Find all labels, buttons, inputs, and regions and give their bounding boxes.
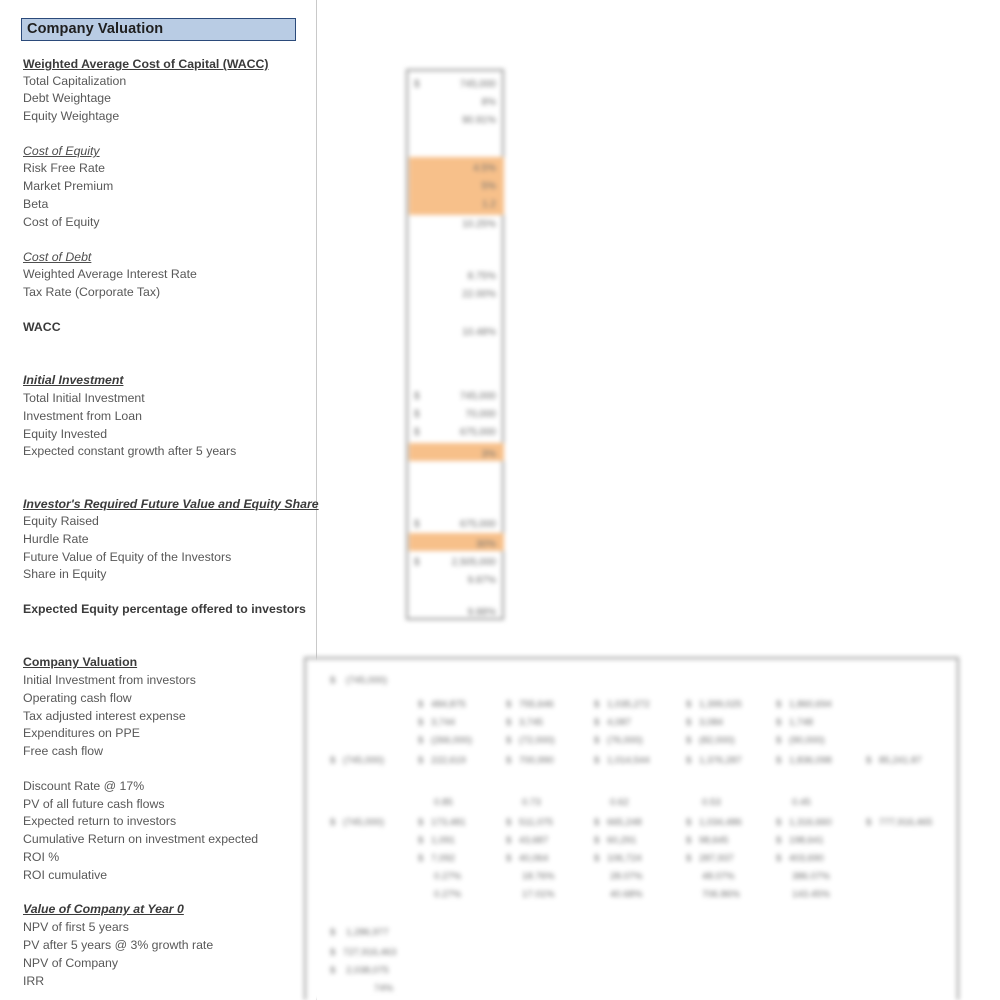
table-cell-interest-y3: 4,087 xyxy=(607,717,632,728)
table-cell-currency: $ xyxy=(776,755,782,766)
table-cell-ppe-y5: (90,000) xyxy=(789,735,825,746)
row-irr: IRR xyxy=(23,974,45,988)
table-cell-npv-company: 2,038,075 xyxy=(346,965,389,976)
row-weighted-average-interest-rate: Weighted Average Interest Rate xyxy=(23,267,197,281)
table-cell-currency: $ xyxy=(776,699,782,710)
table-cell-return-y2: 43,687 xyxy=(519,835,549,846)
table-cell-pv-y3: 665,248 xyxy=(607,817,642,828)
value-currency-symbol-2: $ xyxy=(414,391,420,402)
table-cell-currency: $ xyxy=(506,835,512,846)
labels-column xyxy=(0,0,317,1000)
value-cost-of-equity: 10.25% xyxy=(462,219,496,230)
row-equity-invested: Equity Invested xyxy=(23,427,108,441)
table-cell-currency: $ xyxy=(594,735,600,746)
row-initial-investment-from-investors: Initial Investment from investors xyxy=(23,673,196,687)
table-cell-pv-y2: 511,075 xyxy=(519,817,553,828)
table-cell-currency: $ xyxy=(776,835,782,846)
row-operating-cash-flow: Operating cash flow xyxy=(23,691,132,705)
value-total-capitalization: 745,000 xyxy=(459,79,496,90)
value-tax-rate: 22.00% xyxy=(462,289,496,300)
table-cell-currency: $ xyxy=(330,755,336,766)
table-cell-currency: $ xyxy=(418,835,424,846)
table-cell-roicum-y2: 17.01% xyxy=(522,889,555,900)
table-cell-roicum-y5: 143.45% xyxy=(792,889,830,900)
table-cell-currency: $ xyxy=(866,817,872,828)
row-wacc-total: WACC xyxy=(23,320,61,334)
value-future-value-equity: 2,505,000 xyxy=(451,557,496,568)
row-roi-percent: ROI % xyxy=(23,850,60,864)
table-cell-currency: $ xyxy=(418,717,424,728)
table-cell-cumreturn-y5: 403,690 xyxy=(789,853,824,864)
row-roi-cumulative: ROI cumulative xyxy=(23,868,108,882)
table-cell-pv-total: 777,916,465 xyxy=(879,817,933,828)
row-equity-raised: Equity Raised xyxy=(23,514,99,528)
table-cell-irr: 74% xyxy=(374,983,394,994)
table-cell-ocf-y5: 1,860,694 xyxy=(789,699,832,710)
value-debt-weightage: 8% xyxy=(481,97,496,108)
value-currency-symbol: $ xyxy=(414,79,420,90)
table-cell-currency: $ xyxy=(506,735,512,746)
value-currency-symbol-4: $ xyxy=(414,427,420,438)
table-cell-npv-first-5: 1,286,977 xyxy=(346,927,389,938)
table-cell-currency: $ xyxy=(330,675,336,686)
row-tax-rate: Tax Rate (Corporate Tax) xyxy=(23,285,161,299)
table-cell-roicum-y3: 40.68% xyxy=(610,889,643,900)
table-cell-discount-y1: 0.85 xyxy=(434,797,453,808)
row-pv-future-cash-flows: PV of all future cash flows xyxy=(23,797,165,811)
value-risk-free-rate: 4.5% xyxy=(473,163,496,174)
table-cell-fcf-y4: 1,376,287 xyxy=(699,755,742,766)
table-cell-ocf-y1: 484,875 xyxy=(431,699,466,710)
table-cell-return-y4: 98,645 xyxy=(699,835,729,846)
value-currency-symbol-3: $ xyxy=(414,409,420,420)
table-cell-roicum-y1: 0.27% xyxy=(434,889,462,900)
table-cell-ocf-y2: 755,646 xyxy=(519,699,554,710)
row-future-value-equity: Future Value of Equity of the Investors xyxy=(23,550,232,564)
table-cell-currency: $ xyxy=(776,853,782,864)
row-beta: Beta xyxy=(23,197,49,211)
table-cell-currency: $ xyxy=(686,699,692,710)
table-cell-currency: $ xyxy=(686,717,692,728)
table-cell-currency: $ xyxy=(686,755,692,766)
value-share-in-equity: 9.87% xyxy=(467,575,496,586)
table-cell-ppe-y2: (72,000) xyxy=(519,735,555,746)
row-investment-from-loan: Investment from Loan xyxy=(23,409,142,423)
table-cell-cumreturn-y3: 106,724 xyxy=(607,853,642,864)
table-cell-currency: $ xyxy=(418,735,424,746)
table-cell-currency: $ xyxy=(776,817,782,828)
table-cell-currency: $ xyxy=(776,735,782,746)
value-currency-symbol-5: $ xyxy=(414,519,420,530)
table-cell-roi-y3: 28.07% xyxy=(610,871,643,882)
table-cell-ppe-y4: (82,000) xyxy=(699,735,735,746)
row-total-capitalization: Total Capitalization xyxy=(23,74,127,88)
table-cell-fcf-y0: (745,000) xyxy=(343,755,385,766)
row-discount-rate: Discount Rate @ 17% xyxy=(23,779,145,793)
value-equity-invested: 675,000 xyxy=(459,427,496,438)
table-cell-return-y5: 198,641 xyxy=(789,835,824,846)
heading-investors-required-fv: Investor's Required Future Value and Equity Share xyxy=(23,497,319,511)
value-weighted-average-interest-rate: 8.75% xyxy=(467,271,496,282)
table-cell-discount-y4: 0.53 xyxy=(702,797,721,808)
table-cell-roi-y1: 0.27% xyxy=(434,871,462,882)
table-cell-currency: $ xyxy=(594,755,600,766)
table-cell-currency: $ xyxy=(506,717,512,728)
table-cell-ocf-y4: 1,399,025 xyxy=(699,699,742,710)
value-equity-raised: 675,000 xyxy=(459,519,496,530)
value-wacc: 10.48% xyxy=(462,327,496,338)
table-cell-fcf-y5: 1,836,098 xyxy=(789,755,832,766)
table-cell-currency: $ xyxy=(418,817,424,828)
table-cell-currency: $ xyxy=(594,853,600,864)
table-cell-currency: $ xyxy=(594,817,600,828)
row-free-cash-flow: Free cash flow xyxy=(23,744,103,758)
table-cell-roi-y4: 48.07% xyxy=(702,871,735,882)
table-cell-pv-y5: 1,316,660 xyxy=(789,817,832,828)
table-cell-currency: $ xyxy=(330,927,336,938)
table-cell-currency: $ xyxy=(594,699,600,710)
row-risk-free-rate: Risk Free Rate xyxy=(23,161,106,175)
table-cell-ppe-y3: (76,000) xyxy=(607,735,643,746)
table-cell-pv-y0: (745,000) xyxy=(343,817,385,828)
row-hurdle-rate: Hurdle Rate xyxy=(23,532,89,546)
row-expected-constant-growth: Expected constant growth after 5 years xyxy=(23,444,237,458)
row-expected-return: Expected return to investors xyxy=(23,814,177,828)
row-share-in-equity: Share in Equity xyxy=(23,567,107,581)
section-heading-wacc: Weighted Average Cost of Capital (WACC) xyxy=(23,57,269,71)
table-cell-roi-y2: 18.76% xyxy=(522,871,555,882)
table-cell-currency: $ xyxy=(330,947,336,958)
table-cell-currency: $ xyxy=(686,735,692,746)
row-equity-weightage: Equity Weightage xyxy=(23,109,120,123)
projection-table-panel[interactable] xyxy=(304,657,959,1000)
table-cell-roi-y5: 386.07% xyxy=(792,871,830,882)
table-cell-currency: $ xyxy=(686,817,692,828)
table-cell-fcf-total: 85,241.87 xyxy=(879,755,922,766)
table-cell-currency: $ xyxy=(330,817,336,828)
table-cell-currency: $ xyxy=(418,755,424,766)
table-cell-return-y1: 1,091 xyxy=(431,835,456,846)
table-cell-currency: $ xyxy=(330,965,336,976)
table-cell-initial-investment: (745,000) xyxy=(346,675,388,686)
table-cell-interest-y1: 3,744 xyxy=(431,717,456,728)
table-cell-discount-y2: 0.73 xyxy=(522,797,541,808)
table-cell-interest-y5: 1,748 xyxy=(789,717,814,728)
table-cell-return-y3: 60,291 xyxy=(607,835,637,846)
heading-company-valuation: Company Valuation xyxy=(23,655,138,669)
table-cell-pv-y1: 173,481 xyxy=(431,817,466,828)
row-expected-equity-percentage: Expected Equity percentage offered to investors xyxy=(23,602,306,616)
table-cell-currency: $ xyxy=(594,717,600,728)
row-expenditures-on-ppe: Expenditures on PPE xyxy=(23,726,140,740)
subheading-cost-of-equity: Cost of Equity xyxy=(23,144,100,158)
value-currency-symbol-6: $ xyxy=(414,557,420,568)
heading-initial-investment: Initial Investment xyxy=(23,373,124,387)
table-cell-discount-y3: 0.62 xyxy=(610,797,629,808)
value-total-initial-investment: 745,000 xyxy=(459,391,496,402)
table-cell-fcf-y1: 222,619 xyxy=(431,755,466,766)
heading-value-of-company-year-0: Value of Company at Year 0 xyxy=(23,902,184,916)
table-cell-currency: $ xyxy=(776,717,782,728)
table-cell-cumreturn-y2: 40,064 xyxy=(519,853,549,864)
value-hurdle-rate: 30% xyxy=(475,539,496,550)
table-cell-fcf-y2: 700,990 xyxy=(519,755,554,766)
row-debt-weightage: Debt Weightage xyxy=(23,91,111,105)
value-market-premium: 5% xyxy=(481,181,496,192)
table-cell-discount-y5: 0.45 xyxy=(792,797,811,808)
row-total-initial-investment: Total Initial Investment xyxy=(23,391,145,405)
table-cell-currency: $ xyxy=(866,755,872,766)
row-npv-first-5-years: NPV of first 5 years xyxy=(23,920,129,934)
value-equity-weightage: 90.91% xyxy=(462,115,496,126)
value-expected-equity-percentage: 9.88% xyxy=(467,607,496,618)
table-cell-interest-y2: 3,745 xyxy=(519,717,544,728)
table-cell-currency: $ xyxy=(506,699,512,710)
table-cell-currency: $ xyxy=(594,835,600,846)
row-cumulative-return: Cumulative Return on investment expected xyxy=(23,832,259,846)
table-cell-cumreturn-y4: 287,937 xyxy=(699,853,734,864)
table-cell-currency: $ xyxy=(418,699,424,710)
table-cell-currency: $ xyxy=(686,853,692,864)
table-cell-currency: $ xyxy=(506,817,512,828)
table-cell-currency: $ xyxy=(418,853,424,864)
table-cell-roicum-y4: 706.86% xyxy=(702,889,740,900)
row-market-premium: Market Premium xyxy=(23,179,114,193)
value-beta: 1.2 xyxy=(482,199,496,210)
page-title: Company Valuation xyxy=(27,21,164,37)
table-cell-pv-after-5: 727,916,463 xyxy=(343,947,397,958)
value-investment-from-loan: 70,000 xyxy=(465,409,496,420)
row-pv-after-5-years: PV after 5 years @ 3% growth rate xyxy=(23,938,214,952)
subheading-cost-of-debt: Cost of Debt xyxy=(23,250,92,264)
row-npv-of-company: NPV of Company xyxy=(23,956,119,970)
table-cell-pv-y4: 1,034,486 xyxy=(699,817,742,828)
row-tax-adjusted-interest-expense: Tax adjusted interest expense xyxy=(23,709,186,723)
sheet-title-cell[interactable] xyxy=(21,18,296,41)
table-cell-currency: $ xyxy=(506,853,512,864)
values-column-panel[interactable] xyxy=(406,69,504,620)
table-cell-currency: $ xyxy=(506,755,512,766)
table-cell-cumreturn-y1: 7,092 xyxy=(431,853,456,864)
table-cell-currency: $ xyxy=(686,835,692,846)
value-expected-constant-growth: 3% xyxy=(481,449,496,460)
table-cell-ppe-y1: (266,000) xyxy=(431,735,473,746)
table-cell-fcf-y3: 1,014,544 xyxy=(607,755,650,766)
row-cost-of-equity: Cost of Equity xyxy=(23,215,100,229)
table-cell-interest-y4: 3,084 xyxy=(699,717,724,728)
table-cell-ocf-y3: 1,035,272 xyxy=(607,699,650,710)
